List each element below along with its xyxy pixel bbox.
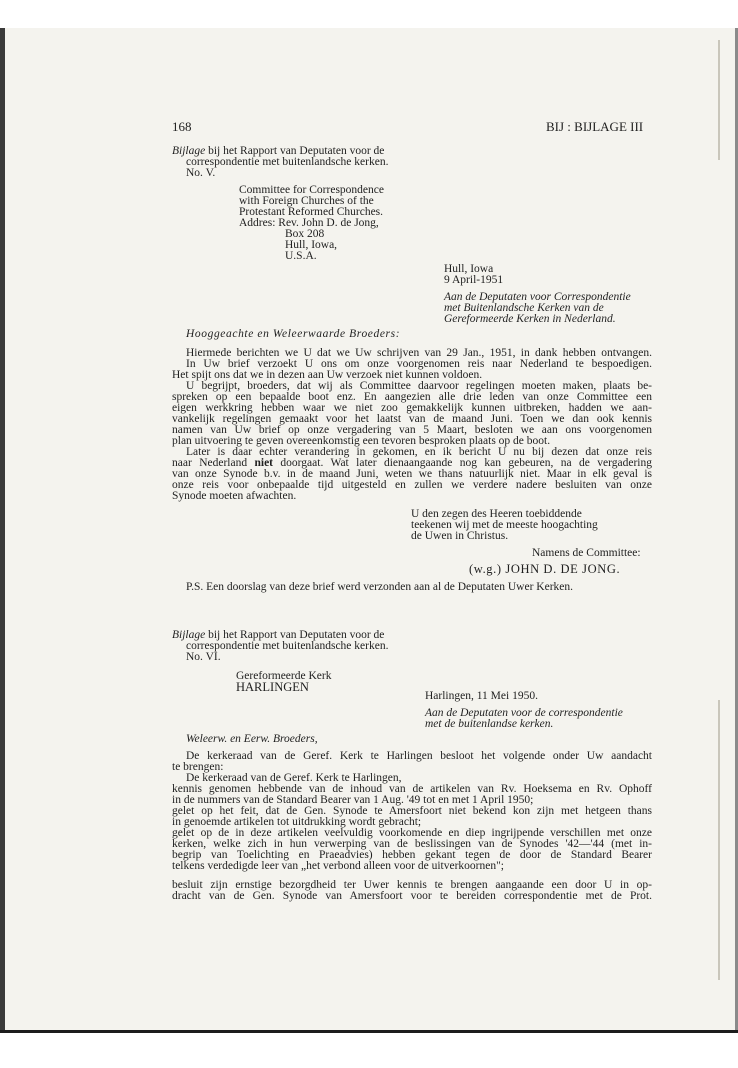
body-line: begrip van Toelichting en Praeadvies) hebben gekant tegen de door de Standard Bearer [172, 849, 652, 861]
place-line: Hull, Iowa [444, 263, 494, 275]
page-fold-shadow [718, 700, 720, 980]
body-line: In Uw brief verzoekt U ons om onze voorgenomen reis naar Nederland te bespoedigen. [186, 358, 652, 370]
body-line: vankelijk regelingen gemaakt voor het laatst van de maand Juni. Toen we dan ook kennis [172, 413, 652, 425]
letter-vi-heading-line2: correspondentie met buitenlandsche kerken. [186, 640, 389, 652]
sender-town: HARLINGEN [236, 680, 309, 694]
body-line: namen van Uw brief op onze vergadering van 5 Maart, besloten we aan ons voorgenomen [172, 424, 652, 436]
body-line: spreken op een bepaalde boot enz. En aangezien alle drie leden van onze Committee een [172, 391, 652, 403]
date-line: 9 April-1951 [444, 274, 504, 286]
page-number: 168 [172, 119, 192, 134]
body-line: Hiermede berichten we U dat we Uw schrijven van 29 Jan., 1951, in dank hebben ontvangen. [186, 347, 652, 359]
body-line: kennis genomen hebbende van de inhoud van de artikelen van Rv. Hoeksema en Rv. Ophoff [172, 783, 652, 795]
sender-line: Addres: Rev. John D. de Jong, [239, 217, 379, 229]
body-segment: naar Nederland [172, 457, 255, 469]
closing-line: U den zegen des Heeren toebiddende [411, 508, 582, 520]
body-line: eigen werkkring hebben waar we niet zoo gemakkelijk kunnen uitbreken, hadden we aan- [172, 402, 652, 414]
signature-name: (w.g.) JOHN D. DE JONG. [469, 562, 621, 576]
letter-v-heading-line2: correspondentie met buitenlandsche kerken. [186, 156, 389, 168]
scan-margin-top [0, 0, 738, 28]
body-line: De kerkeraad van de Geref. Kerk te Harlingen, [186, 772, 402, 784]
bijlage-word: Bijlage [172, 145, 206, 157]
body-line: kerken, welke zich in hun verwerping van de beslissingen van de Synodes '42—'44 (met in- [172, 838, 652, 850]
bijlage-word: Bijlage [172, 629, 206, 641]
signature-committee: Namens de Committee: [532, 547, 641, 559]
sender-line: with Foreign Churches of the [239, 195, 374, 207]
place-date: Harlingen, 11 Mei 1950. [425, 690, 538, 702]
letter-vi-number: No. VI. [186, 651, 221, 663]
body-line: besluit zijn ernstige bezorgdheid ter Uwer kennis te brengen aangaande een door U in op- [172, 879, 652, 891]
scan-margin-bottom [0, 1033, 738, 1068]
body-line: te brengen: [172, 761, 224, 773]
addressee-line: Aan de Deputaten voor Correspondentie [444, 291, 631, 303]
addressee-line: met Buitenlandsche Kerken van de [444, 302, 604, 314]
sender-line: Hull, Iowa, [285, 239, 338, 251]
salutation: Weleerw. en Eerw. Broeders, [186, 733, 318, 745]
bold-niet: niet [254, 457, 274, 469]
letter-v-number: No. V. [186, 167, 216, 179]
body-line: telkens verdedigde leer van „het verbond alleen voor de uitverkoornen"; [172, 860, 504, 872]
addressee-line: Gereformeerde Kerken in Nederland. [444, 313, 616, 325]
body-line: plan uitvoering te geven overeenkomstig een tevoren besproken plaats op de boot. [172, 435, 551, 447]
sender-church: Gereformeerde Kerk [236, 670, 332, 682]
closing-line: teekenen wij met de meeste hoogachting [411, 519, 598, 531]
salutation: Hooggeachte en Weleerwaarde Broeders: [186, 328, 401, 340]
addressee-line: Aan de Deputaten voor de correspondentie [425, 707, 623, 719]
page-fold-shadow [718, 40, 720, 160]
body-line: in genoemde artikelen tot uitdrukking wordt gebracht; [172, 816, 422, 828]
sender-line: Box 208 [285, 228, 325, 240]
heading-rest: bij het Rapport van Deputaten voor de [205, 629, 385, 641]
body-segment: doorgaat. Wat later dienaangaande nog kan gebeuren, na de vergadering [273, 457, 652, 469]
body-line: gelet op het feit, dat de Gen. Synode te Amersfoort niet bekend kon zijn met hetgeen thans [172, 805, 652, 817]
body-line: dracht van de Gen. Synode van Amersfoort voor te bereiden correspondentie met de Prot. [172, 890, 652, 902]
sender-line: Committee for Correspondence [239, 184, 384, 196]
postscript: P.S. Een doorslag van deze brief werd verzonden aan al de Deputaten Uwer Kerken. [186, 581, 574, 593]
heading-rest: bij het Rapport van Deputaten voor de [205, 145, 385, 157]
sender-line: U.S.A. [285, 250, 317, 262]
body-line: onze reis voor onbepaalde tijd uitgesteld en zullen we verdere nadere besluiten van onze [172, 479, 652, 491]
addressee-line: met de buitenlandse kerken. [425, 718, 554, 730]
scan-edge-left [0, 28, 5, 1033]
body-line: van onze Synode b.v. in de maand Juni, weten we thans natuurlijk niet. Maar in elk geval is [172, 468, 652, 480]
body-line: gelet op de in deze artikelen veelvuldig voorkomende en diep ingrijpende verschillen met onze [172, 827, 652, 839]
body-line: De kerkeraad van de Geref. Kerk te Harlingen besloot het volgende onder Uw aandacht [186, 750, 652, 762]
body-line: Synode moeten afwachten. [172, 490, 297, 502]
body-line: in de nummers van de Standard Bearer van 1 Aug. '49 tot en met 1 April 1950; [172, 794, 534, 806]
body-line: Het spijt ons dat we in dezen aan Uw verzoek niet kunnen voldoen. [172, 369, 483, 381]
closing-line: de Uwen in Christus. [411, 530, 509, 542]
sender-line: Protestant Reformed Churches. [239, 206, 384, 218]
running-header: BIJ : BIJLAGE III [546, 119, 644, 134]
body-line: Later is daar echter verandering in gekomen, en ik bericht U nu bij dezen dat onze reis [186, 446, 652, 458]
body-line: U begrijpt, broeders, dat wij als Committee daarvoor regelingen moeten maken, plaats be- [186, 380, 652, 392]
